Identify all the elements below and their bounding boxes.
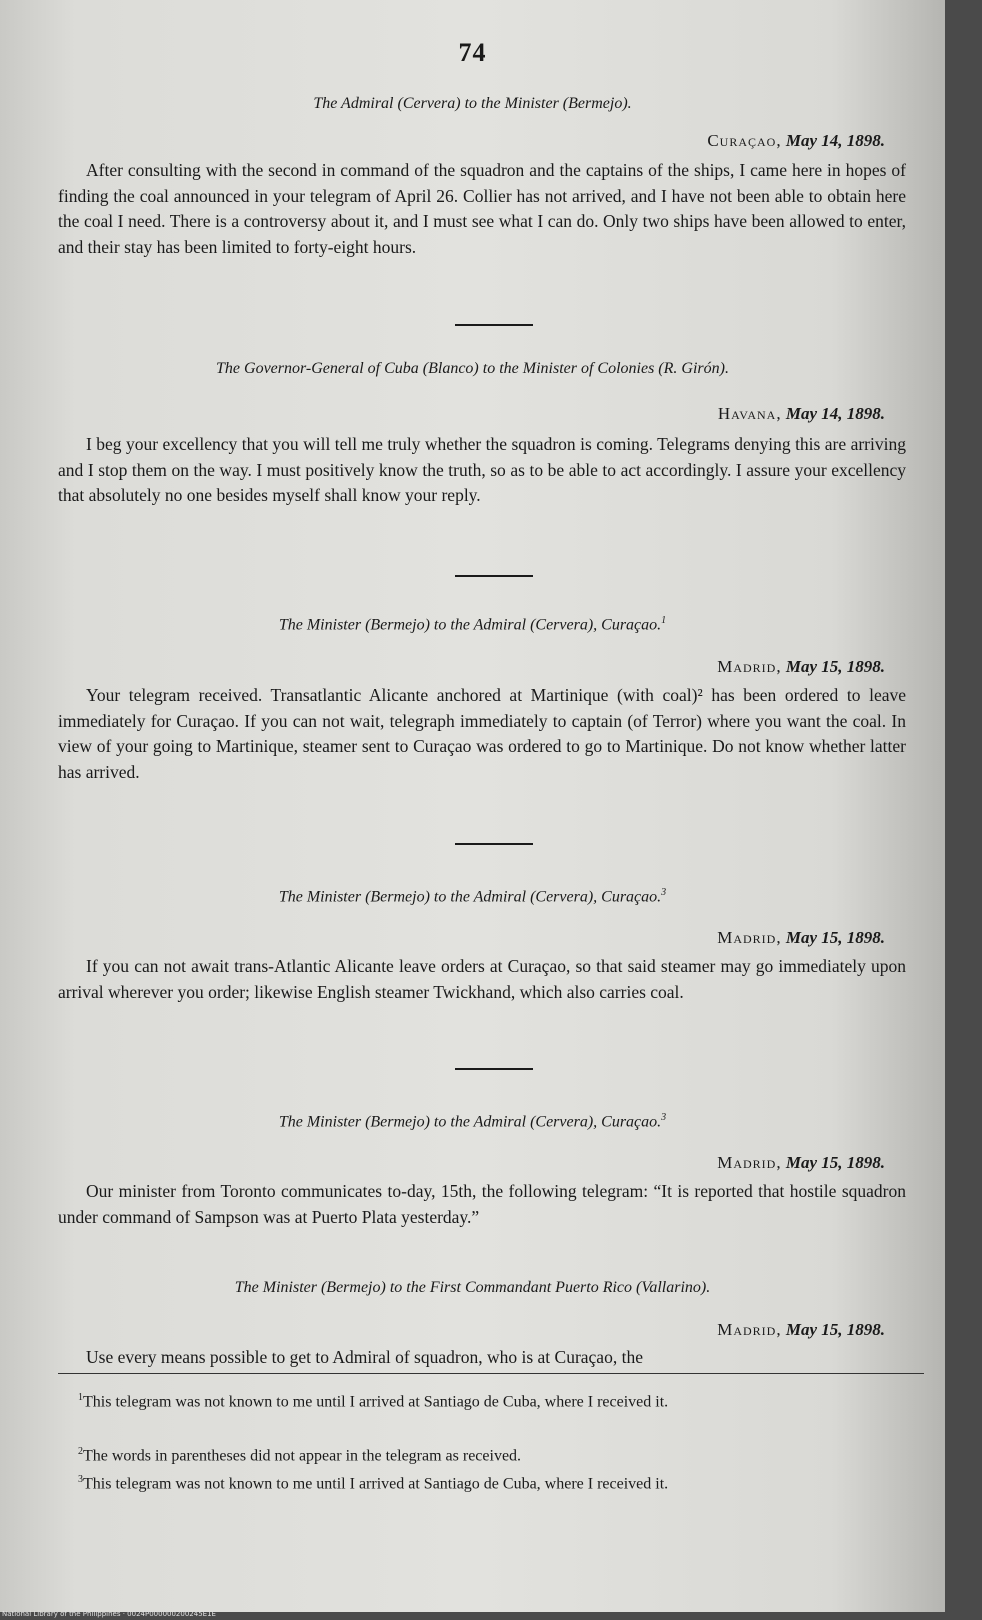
telegram-body: Use every means possible to get to Admiral of squadron, who is at Curaçao, the [86, 1347, 643, 1367]
footnote-mark: 3 [78, 1474, 83, 1485]
heading-text: The Minister (Bermejo) to the Admiral (Cervera), Curaçao. [278, 888, 662, 906]
footnote-reference: 3 [661, 1112, 667, 1123]
section-rule [455, 324, 533, 326]
telegram-heading [0, 887, 945, 906]
dateline-date: May 15, 1898. [785, 1320, 885, 1339]
telegram-body: Your telegram received. Transatlantic Alicante anchored at Martinique (with coal)² has been ordered to leave immediately for Curaçao. If you can not wait, telegraph immediately to captain (of Terror) where you want the coal. In view of your going to Martinique, steamer sent to Curaçao was ordered to go to Martinique. Do not know whether latter has arrived. [58, 685, 906, 782]
footnote-text: This telegram was not known to me until I arrived at Santiago de Cuba, where I received it. [83, 1475, 669, 1493]
dateline-place: Curaçao, [707, 131, 782, 150]
telegram-heading [0, 615, 945, 634]
footnote-mark: 2 [78, 1446, 83, 1457]
telegram-dateline [717, 657, 885, 677]
dateline-date: May 15, 1898. [785, 928, 885, 947]
footnote [78, 1386, 924, 1414]
dateline-place: Madrid, [717, 1320, 782, 1339]
section-rule [455, 575, 533, 577]
dateline-place: Madrid, [717, 1153, 782, 1172]
dateline-place: Madrid, [717, 657, 782, 676]
dateline-date: May 14, 1898. [785, 131, 885, 150]
footnote-reference: 1 [661, 615, 667, 626]
dateline-date: May 15, 1898. [785, 1153, 885, 1172]
footnote-reference: 3 [661, 887, 667, 898]
page-number: 74 [458, 38, 487, 67]
footnote [78, 1440, 924, 1468]
dateline-date: May 14, 1898. [785, 404, 885, 423]
dateline-place: Havana, [717, 404, 782, 423]
dateline-date: May 15, 1898. [785, 657, 885, 676]
heading-text: The Minister (Bermejo) to the Admiral (Cervera), Curaçao. [278, 616, 662, 634]
telegram-dateline [717, 1320, 885, 1340]
telegram-heading [0, 1112, 945, 1131]
telegram-body: Our minister from Toronto communicates to-day, 15th, the following telegram: “It is reported that hostile squadron under command of Sampson was at Puerto Plata yesterday.” [58, 1181, 906, 1227]
telegram-body: I beg your excellency that you will tell me truly whether the squadron is coming. Telegrams denying this are arriving and I stop them on the way. I must positively know the truth, so as to be able to act accordingly. I assure your excellency that absolutely no one besides myself shall know your reply. [58, 434, 906, 505]
telegram-dateline [707, 131, 885, 151]
scan-source-label: National Library of the Philippines · 0024P000000200245E1E [2, 1610, 216, 1618]
footnote-divider [58, 1373, 924, 1374]
dateline-place: Madrid, [717, 928, 782, 947]
telegram-body: After consulting with the second in command of the squadron and the captains of the ships, I came here in hopes of finding the coal announced in your telegram of April 26. Collier has not arrived, and I have not been able to obtain here the coal I need. There is a controversy about it, and I must see what I can do. Only two ships have been allowed to enter, and their stay has been limited to forty-eight hours. [58, 160, 906, 257]
telegram-body: If you can not await trans-Atlantic Alicante leave orders at Curaçao, so that said steamer may go immediately upon arrival wherever you order; likewise English steamer Twickhand, which also carries coal. [58, 956, 906, 1002]
telegram-dateline [717, 1153, 885, 1173]
telegram-dateline [718, 404, 885, 424]
heading-text: The Minister (Bermejo) to the Admiral (Cervera), Curaçao. [278, 1113, 662, 1131]
telegram-heading: The Minister (Bermejo) to the First Commandant Puerto Rico (Vallarino). [234, 1279, 711, 1296]
footnote-mark: 1 [78, 1392, 83, 1403]
telegram-heading: The Admiral (Cervera) to the Minister (Bermejo). [313, 95, 632, 112]
section-rule [455, 1068, 533, 1070]
telegram-dateline [717, 928, 885, 948]
telegram-heading: The Governor-General of Cuba (Blanco) to the Minister of Colonies (R. Girón). [216, 360, 729, 377]
section-rule [455, 843, 533, 845]
footnote-text: This telegram was not known to me until I arrived at Santiago de Cuba, where I received it. [83, 1393, 669, 1411]
footnote-text: The words in parentheses did not appear in the telegram as received. [83, 1447, 522, 1465]
footnote [78, 1468, 924, 1496]
